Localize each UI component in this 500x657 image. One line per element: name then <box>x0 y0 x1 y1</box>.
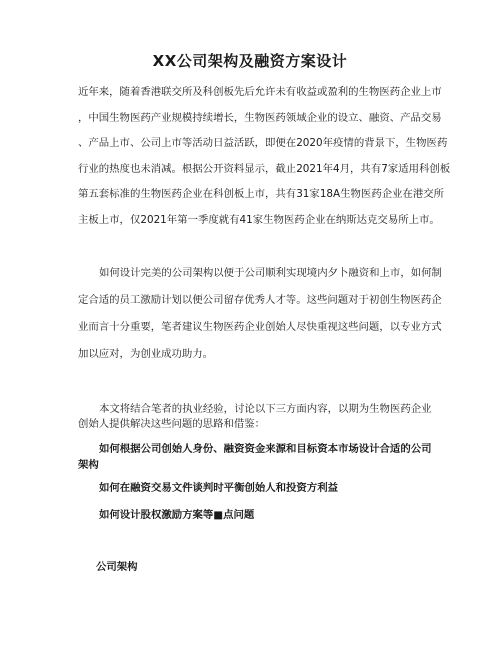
text-line: 定合适的员工激励计划以便公司留存优秀人才等。这些问题对于初创生物医药企 <box>78 294 442 306</box>
question-item: 如何在融资交易文件谈判时平衡创始人和投资方利益 <box>99 482 338 494</box>
document-title: XX公司架构及融资方案设计 <box>152 52 348 70</box>
intro-paragraph <box>78 80 451 234</box>
question-item: 如何设计股权激励方案等■点问题 <box>99 509 255 521</box>
scope-paragraph: 本文将结合笔者的执业经验，讨论以下三方面内容，以期为生物医药企业创始人提供解决这些问题的思路和借鉴： <box>78 403 432 430</box>
text-line: 加以应对，为创业成功助力。 <box>78 348 214 360</box>
text-line: 行业的热度也未消减。根据公开资料显示，截止2021年4月，共有7家适用科创板 <box>78 162 451 175</box>
text-line: ，中国生物医药产业规模持续增长，生物医药领域企业的设立、融资、产品交易 <box>78 111 442 124</box>
architecture-paragraph <box>78 260 442 368</box>
text-line: 、产品上市、公司上市等活动日益活跃，即便在2020年疫情的背景下，生物医药 <box>78 137 448 150</box>
text-line: 近年来，随着香港联交所及科创板先后允许未有收益或盈利的生物医药企业上市 <box>78 86 442 98</box>
text-line: 业而言十分重要，笔者建议生物医药企业创始人尽快重视这些问题，以专业方式 <box>78 321 442 333</box>
text-line: 主板上市，仅2021年第一季度就有41家生物医药企业在纳斯达克交易所上市。 <box>78 213 440 226</box>
text-line: 如何设计完美的公司架构以便于公司顺利实现境内夕卜融资和上市，如何制 <box>99 267 442 279</box>
section-heading: 公司架构 <box>96 561 138 573</box>
question-item: 如何根据公司创始人身份、融资资金来源和目标资本市场设计合适的公司架构 <box>78 443 432 471</box>
text-line: 第五套标准的生物医药企业在科创板上市，共有31家18A生物医药企业在港交所 <box>78 188 445 201</box>
